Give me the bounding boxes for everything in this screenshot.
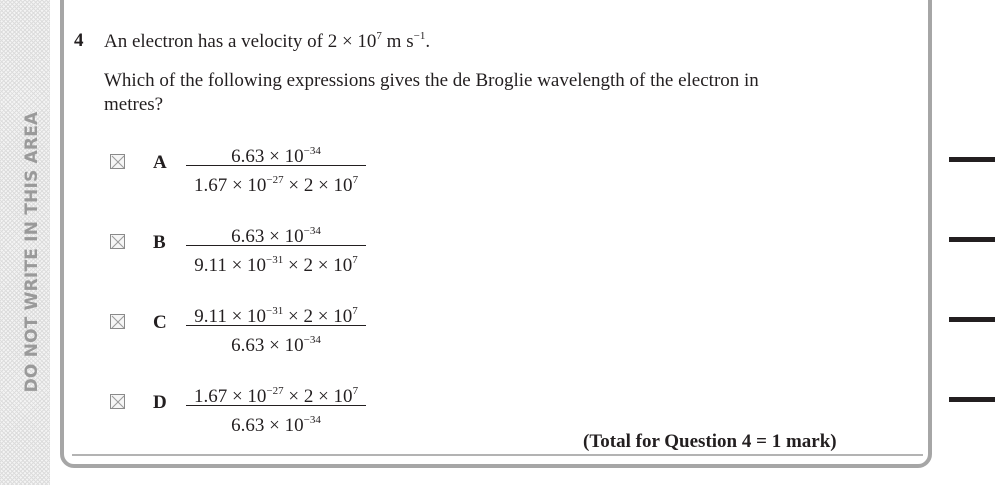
exponent: −34 [303, 145, 321, 157]
exponent: −27 [266, 385, 284, 397]
term: 6.63 × 10 [231, 335, 304, 356]
stem-exponent: 7 [376, 30, 382, 42]
option-c-checkbox[interactable] [110, 314, 125, 329]
numerator [186, 378, 366, 407]
term: × 2 × 10 [283, 175, 353, 196]
term: × 2 × 10 [283, 255, 353, 276]
exponent: 7 [352, 254, 358, 266]
exponent: 7 [352, 305, 358, 317]
term: 9.11 × 10 [194, 306, 267, 327]
option-b [0, 218, 997, 288]
numerator [186, 218, 366, 247]
numerator [186, 298, 366, 327]
term: × 2 × 10 [283, 306, 353, 327]
option-d-checkbox[interactable] [110, 394, 125, 409]
denominator [186, 167, 366, 196]
stem-end: . [425, 31, 431, 52]
option-letter: D [153, 392, 167, 413]
term: × 2 × 10 [283, 386, 353, 407]
bottom-rule [72, 454, 923, 456]
option-letter: C [153, 312, 167, 333]
numerator [186, 138, 366, 167]
exponent: −31 [266, 305, 284, 317]
stem-text: An electron has a velocity of 2 × 10 [104, 31, 377, 52]
stem-unit: m s [381, 31, 414, 52]
option-a-fraction [186, 138, 366, 196]
exponent: 7 [352, 174, 359, 186]
option-b-checkbox[interactable] [110, 234, 125, 249]
total-marks: (Total for Question 4 = 1 mark) [583, 431, 837, 452]
exponent: −31 [266, 254, 284, 266]
option-letter: B [153, 232, 166, 253]
option-d [0, 378, 997, 448]
option-a-checkbox[interactable] [110, 154, 125, 169]
exponent: −34 [303, 334, 321, 346]
term: 6.63 × 10 [231, 415, 304, 436]
term: 6.63 × 10 [231, 146, 304, 167]
term: 1.67 × 10 [193, 175, 267, 196]
question-number: 4 [74, 30, 84, 51]
option-c-fraction [186, 298, 366, 356]
denominator [186, 327, 366, 356]
option-letter: A [153, 152, 167, 173]
denominator [186, 407, 366, 436]
stem-unit-exponent: −1 [413, 30, 426, 42]
exponent: −34 [303, 414, 321, 426]
margin-warning: DO NOT WRITE IN THIS AREA [22, 111, 42, 393]
term: 1.67 × 10 [193, 386, 267, 407]
option-a [0, 138, 997, 208]
exponent: 7 [352, 385, 359, 397]
option-d-fraction [186, 378, 366, 436]
denominator [186, 247, 366, 276]
exponent: −27 [266, 174, 284, 186]
question-instruction: Which of the following expressions gives the de Broglie wavelength of the electron in metres? [104, 70, 759, 115]
term: 9.11 × 10 [194, 255, 267, 276]
question-stem [104, 30, 430, 53]
option-b-fraction [186, 218, 366, 276]
term: 6.63 × 10 [231, 226, 304, 247]
exponent: −34 [303, 225, 321, 237]
option-c [0, 298, 997, 368]
